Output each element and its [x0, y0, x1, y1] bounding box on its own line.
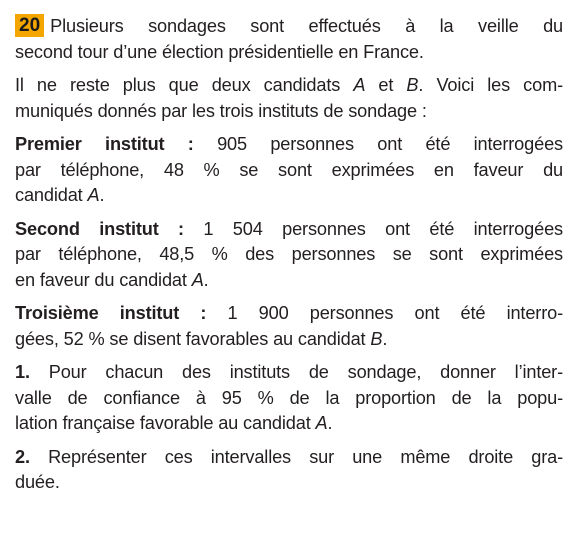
institute-line: par téléphone, 48 % se sont exprimées en faveur du: [15, 159, 563, 180]
institute-line: [15, 132, 563, 158]
candidate-name: A: [191, 269, 204, 290]
question-text: Pour chacun des instituts de sondage, donner l’inter-: [29, 362, 563, 382]
institute-line: [15, 268, 563, 294]
question-line: valle de confiance à 95 % de la proportion de la popu-: [15, 387, 563, 408]
institute-text: 1 900 personnes ont été interro-: [206, 303, 563, 323]
punctuation: .: [99, 185, 105, 205]
institute-line: [15, 217, 563, 243]
institute-label: Second institut :: [15, 218, 184, 239]
institute-text: 905 personnes ont été interrogées: [193, 134, 563, 154]
institute-text: 1 504 personnes ont été interrogées: [183, 218, 563, 239]
question-line: duée.: [15, 472, 60, 492]
intro-text-1: Plusieurs sondages sont effectués à la veille du: [50, 16, 563, 36]
question-text: lation française favorable au candidat: [15, 413, 316, 433]
institute-1: [15, 132, 563, 209]
institute-line: par téléphone, 48,5 % des personnes se sont exprimées: [15, 244, 563, 264]
institute-text: en faveur du candidat: [15, 269, 192, 290]
candidate-name: B: [406, 75, 419, 95]
exercise-intro: [15, 14, 563, 65]
exercise-text: [15, 14, 563, 504]
exercise-context: [15, 73, 563, 124]
institute-line: [15, 301, 563, 327]
candidate-name: B: [370, 328, 383, 349]
punctuation: .: [327, 413, 333, 433]
question-line: [15, 411, 563, 437]
question-text: Représenter ces intervalles sur une même droite gra-: [29, 446, 563, 467]
question-number: 2.: [15, 446, 30, 467]
institute-line: [15, 327, 563, 353]
intro-line: second tour d’une élection présidentielle en France.: [15, 41, 424, 62]
candidate-name: A: [315, 413, 328, 433]
question-line: [15, 445, 563, 471]
institute-label: Premier institut :: [15, 134, 194, 154]
question-1: [15, 360, 563, 437]
institute-line: [15, 183, 563, 209]
institute-label: Troisième institut :: [15, 303, 207, 323]
question-2: [15, 445, 563, 496]
exercise-number-badge: 20: [15, 14, 44, 37]
punctuation: .: [203, 269, 209, 290]
institute-text: gées, 52 % se disent favorables au candidat: [15, 328, 371, 349]
question-number: 1.: [15, 362, 30, 382]
context-line: Il ne reste plus que deux candidats A et B. Voici les com-: [15, 75, 563, 95]
institute-text: candidat: [15, 185, 88, 205]
candidate-name: A: [87, 185, 100, 205]
institute-2: [15, 217, 563, 294]
institute-3: [15, 301, 563, 352]
question-line: [15, 360, 563, 386]
intro-line: [15, 14, 563, 40]
context-line: muniqués donnés par les trois instituts de sondage :: [15, 100, 427, 121]
candidate-name: A: [353, 75, 366, 95]
punctuation: .: [382, 328, 388, 349]
